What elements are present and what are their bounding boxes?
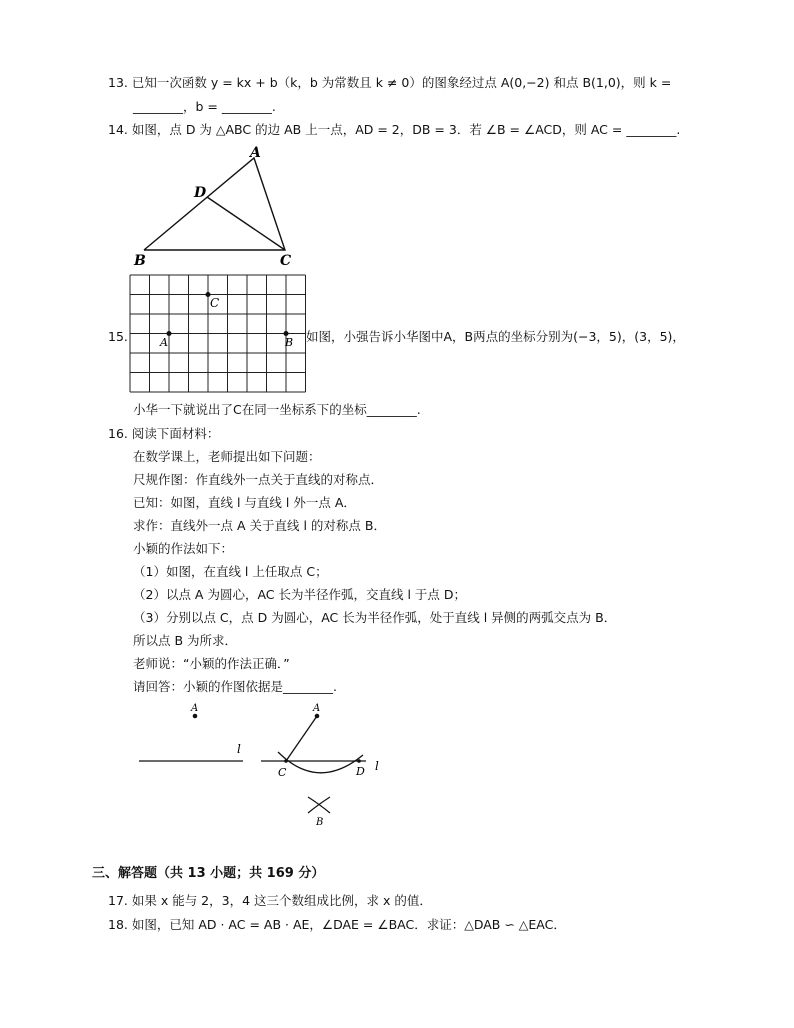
label-c: C [278, 766, 287, 779]
q16-step: （3）分别以点 C，点 D 为圆心，AC 长为半径作弧，处于直线 l 异侧的两弧交点为 B． [133, 610, 617, 625]
q16-step: （2）以点 A 为圆心，AC 长为半径作弧，交直线 l 于点 D； [133, 587, 467, 602]
segment-ac [286, 716, 317, 761]
q17-text: 17. 如果 x 能与 2，3，4 这三个数组成比例，求 x 的值． [108, 893, 432, 908]
label-b: B [285, 336, 294, 349]
q16-line: 请回答：小颖的作图依据是________. [133, 679, 337, 694]
point-d [357, 759, 361, 763]
label-a-given: A [191, 703, 199, 714]
label-c: C [210, 296, 220, 310]
q15-text1: 如图，小强告诉小华图中A，B两点的坐标分别为(−3，5)，(3，5)， [306, 329, 685, 344]
point-c [284, 759, 288, 763]
q15-number: 15. [108, 329, 128, 344]
q16-line: 已知：如图，直线 l 与直线 l 外一点 A． [133, 495, 356, 510]
q16-title: 16. 阅读下面材料： [108, 426, 220, 441]
q16-line: 求作：直线外一点 A 关于直线 l 的对称点 B． [133, 518, 386, 533]
triangle-figure [128, 140, 308, 270]
label-c: C [280, 253, 292, 269]
q15-text2: 小华一下就说出了C在同一坐标系下的坐标________. [133, 402, 421, 417]
q16-line: 在数学课上，老师提出如下问题： [133, 449, 321, 464]
q14-text: 14. 如图，点 D 为 △ABC 的边 AB 上一点，AD = 2，DB = 3．若 ∠B = ∠ACD，则 AC = ________. [108, 122, 681, 137]
q16-line: 小颖的作法如下： [133, 541, 234, 556]
segment-cd [207, 197, 285, 250]
label-b: B [134, 253, 146, 269]
label-l-given: l [237, 742, 241, 756]
label-d: D [194, 185, 207, 201]
grid-lines [130, 275, 306, 392]
q16-line: 尺规作图：作直线外一点关于直线的对称点． [133, 472, 384, 487]
section-heading: 三、解答题（共 13 小题；共 169 分） [92, 866, 325, 881]
label-a: A [160, 336, 168, 349]
q18-text: 18. 如图，已知 AD · AC = AB · AE，∠DAE = ∠BAC．求证：△DAB ∽ △EAC． [108, 917, 566, 932]
label-b: B [316, 817, 324, 828]
coordinate-grid-figure [130, 275, 306, 393]
construction-figure [135, 700, 395, 830]
label-a: A [250, 145, 261, 161]
q13-line1: 13. 已知一次函数 y = kx + b（k，b 为常数且 k ≠ 0）的图象经过点 A(0,−2) 和点 B(1,0)，则 k = [108, 75, 672, 90]
label-a-construction: A [313, 703, 321, 714]
q16-step: （1）如图，在直线 l 上任取点 C； [133, 564, 328, 579]
q16-line: 老师说：“小颖的作法正确．” [133, 656, 290, 671]
point-a-given [193, 714, 198, 719]
label-d: D [356, 765, 365, 778]
label-l-construction: l [375, 759, 379, 773]
q13-line2: ________，b = ________. [133, 99, 276, 114]
q16-line: 所以点 B 为所求． [133, 633, 238, 648]
